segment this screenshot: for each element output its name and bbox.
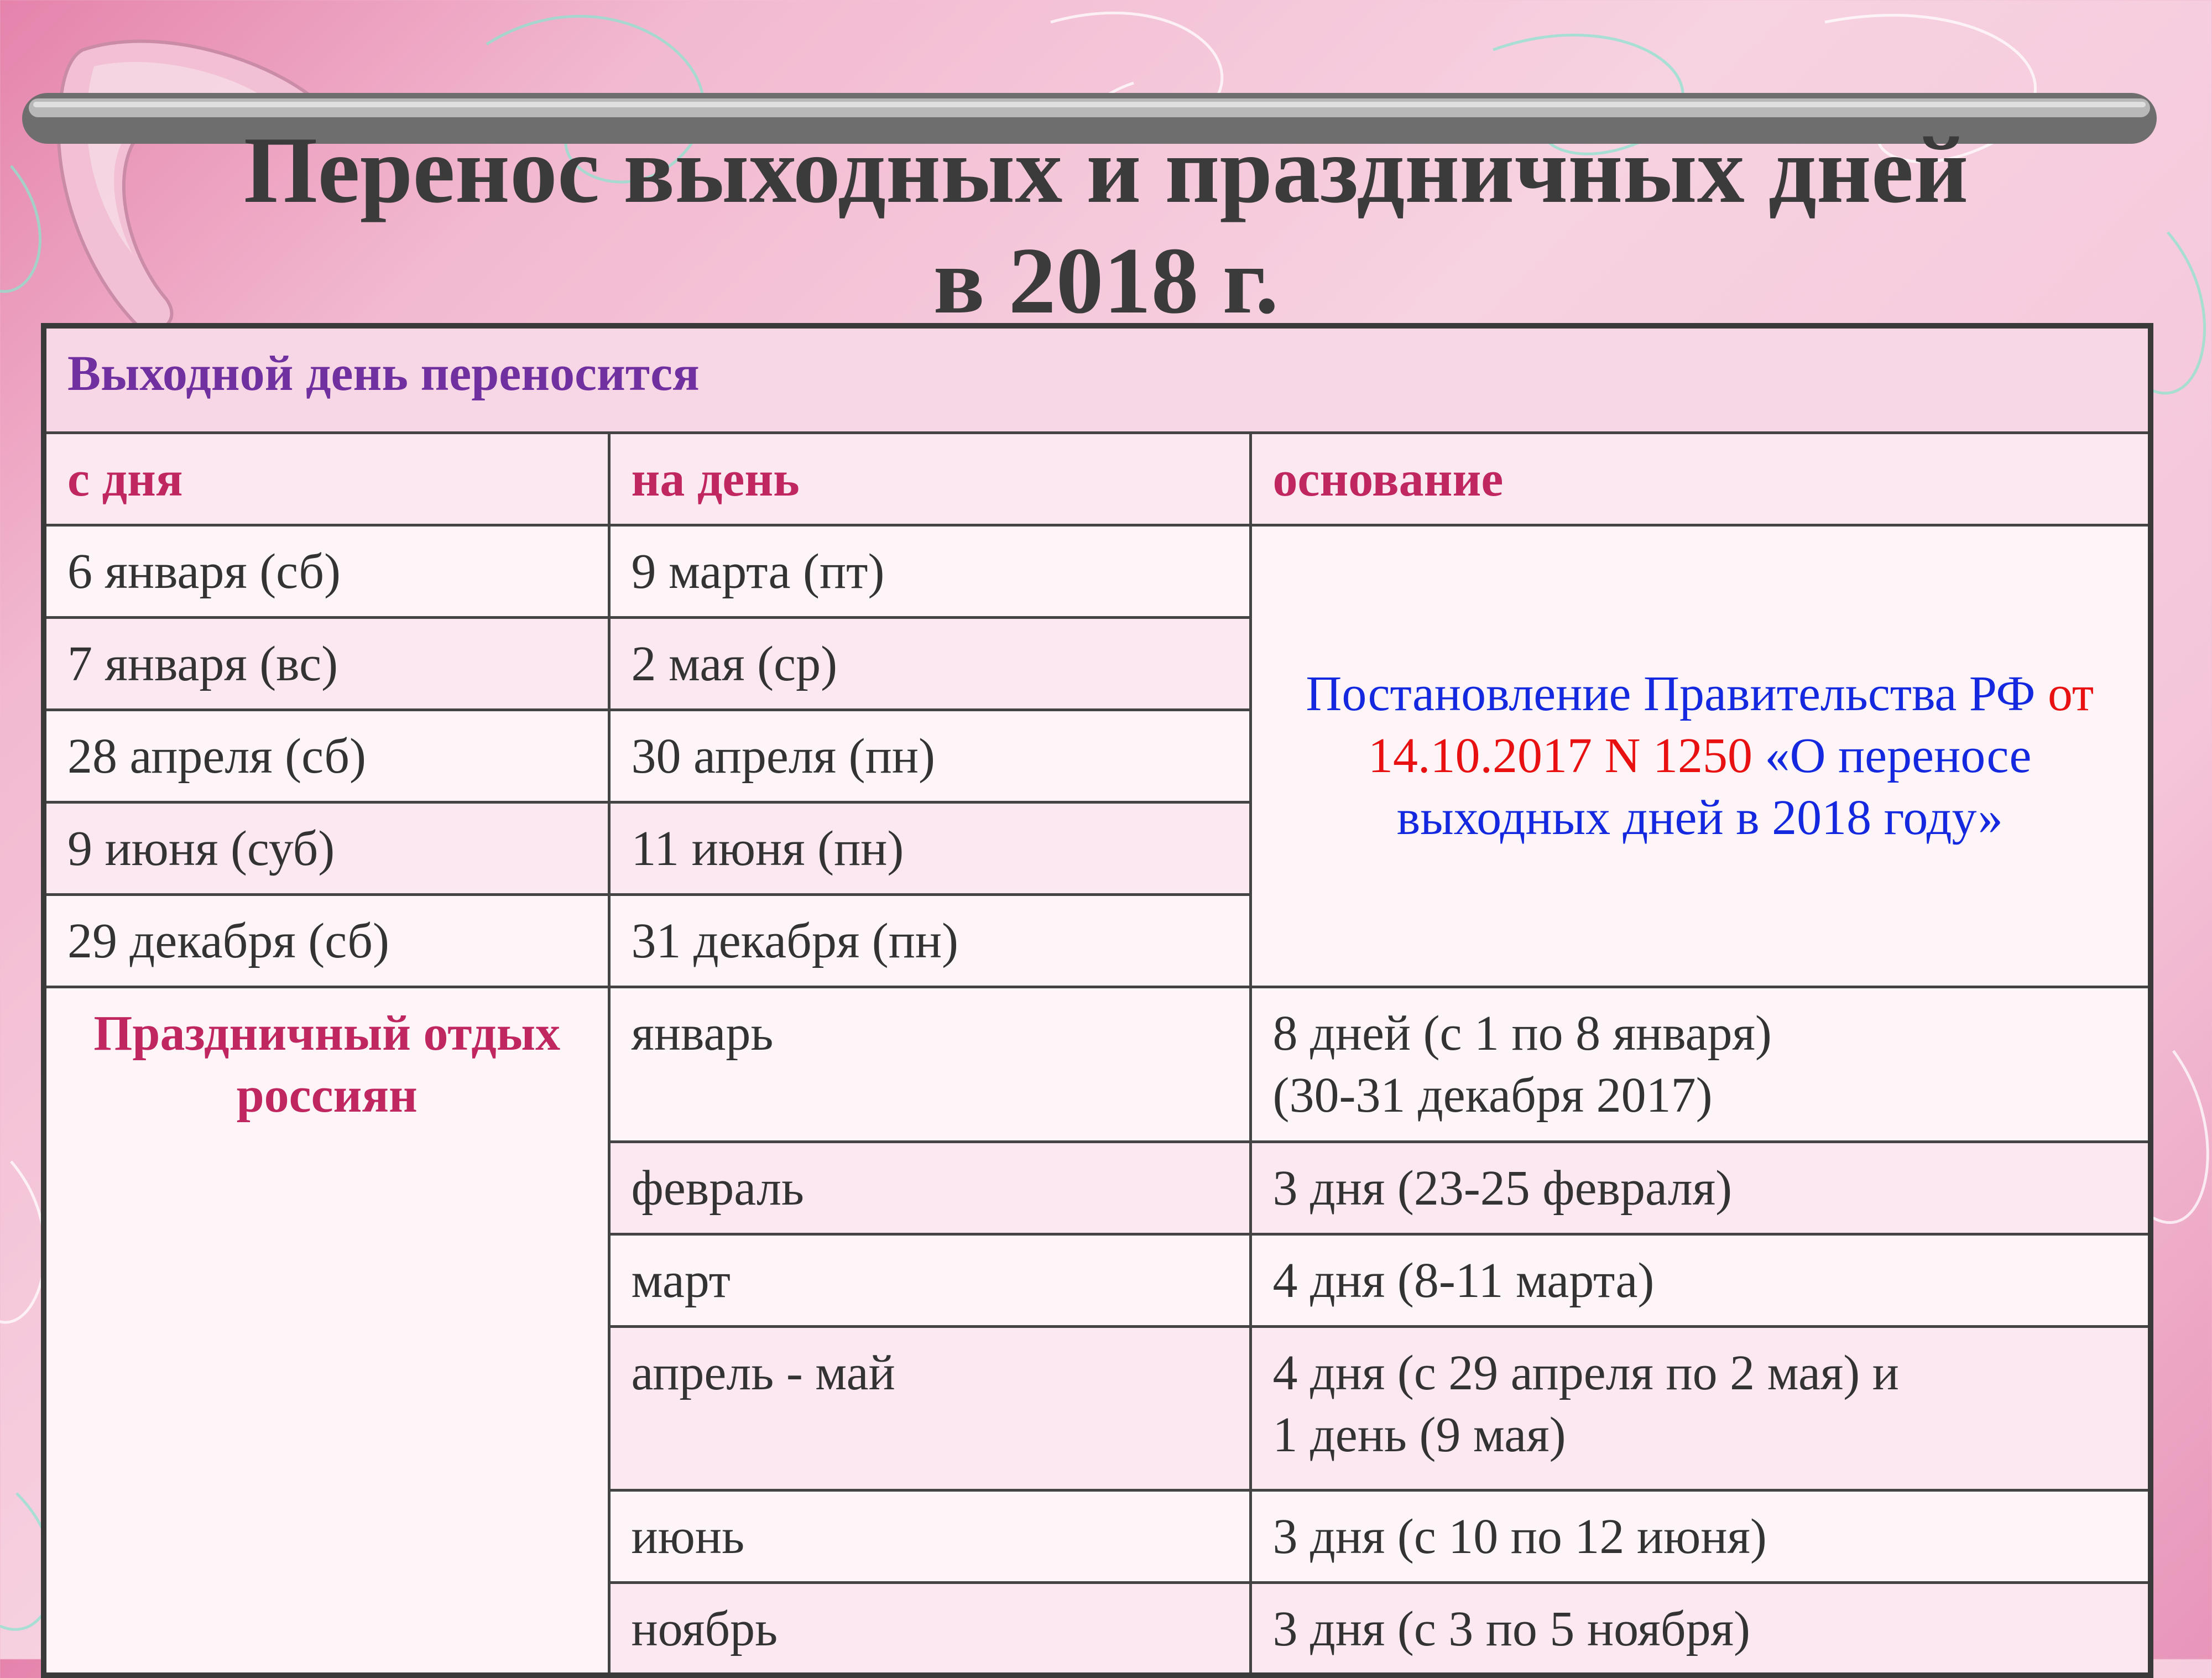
- column-header-from: с дня: [44, 433, 609, 525]
- transfer-from-cell: 9 июня (суб): [44, 802, 609, 895]
- holiday-days-cell: 3 дня (23-25 февраля): [1250, 1142, 2151, 1234]
- transfer-from-cell: 7 января (вс): [44, 618, 609, 710]
- holiday-month-cell: март: [609, 1234, 1250, 1327]
- holiday-transfer-table: [41, 323, 2153, 1678]
- holiday-month-cell: ноябрь: [609, 1583, 1250, 1675]
- swirl-decoration: [0, 1161, 45, 1322]
- transfer-from-cell: 28 апреля (сб): [44, 710, 609, 802]
- holiday-days-cell: 3 дня (с 3 по 5 ноября): [1250, 1583, 2151, 1675]
- holiday-days-cell: 8 дней (с 1 по 8 января) (30-31 декабря 2017): [1250, 987, 2151, 1142]
- transfer-to-cell: 9 марта (пт): [609, 525, 1250, 618]
- column-header-basis: основание: [1250, 433, 2151, 525]
- swirl-decoration: [2151, 1051, 2208, 1223]
- table-row: [44, 525, 2151, 618]
- page-title: [0, 115, 2212, 336]
- holiday-days-cell: 4 дня (8-11 марта): [1250, 1234, 2151, 1327]
- holiday-days-cell: 3 дня (с 10 по 12 июня): [1250, 1491, 2151, 1583]
- basis-cell: [1250, 525, 2151, 987]
- transfer-to-cell: 31 декабря (пн): [609, 895, 1250, 987]
- transfer-to-cell: 11 июня (пн): [609, 802, 1250, 895]
- basis-text-part1: Постановление Правительства РФ: [1306, 666, 2048, 721]
- table-header-row: [44, 433, 2151, 525]
- holiday-label-cell: Праздничный отдых россиян: [44, 987, 609, 1675]
- transfer-from-cell: 29 декабря (сб): [44, 895, 609, 987]
- holiday-days-cell: 4 дня (с 29 апреля по 2 мая) и 1 день (9 мая): [1250, 1327, 2151, 1491]
- holiday-month-cell: июнь: [609, 1491, 1250, 1583]
- column-header-to: на день: [609, 433, 1250, 525]
- holiday-month-cell: январь: [609, 987, 1250, 1142]
- page-title-line2: в 2018 г.: [933, 228, 1279, 333]
- transfer-to-cell: 2 мая (ср): [609, 618, 1250, 710]
- basis-text-part3: «О переносе выходных дней в 2018 году»: [1396, 728, 2032, 845]
- section-header: Выходной день переносится: [44, 326, 2151, 433]
- transfer-from-cell: 6 января (сб): [44, 525, 609, 618]
- holiday-month-cell: апрель - май: [609, 1327, 1250, 1491]
- table-section-header-row: [44, 326, 2151, 433]
- page-title-line1: Перенос выходных и праздничных дней: [243, 118, 1969, 223]
- table-row: [44, 987, 2151, 1142]
- holiday-month-cell: февраль: [609, 1142, 1250, 1234]
- basis-text-part2: от 14.10.2017 N 1250: [1368, 666, 2094, 783]
- transfer-to-cell: 30 апреля (пн): [609, 710, 1250, 802]
